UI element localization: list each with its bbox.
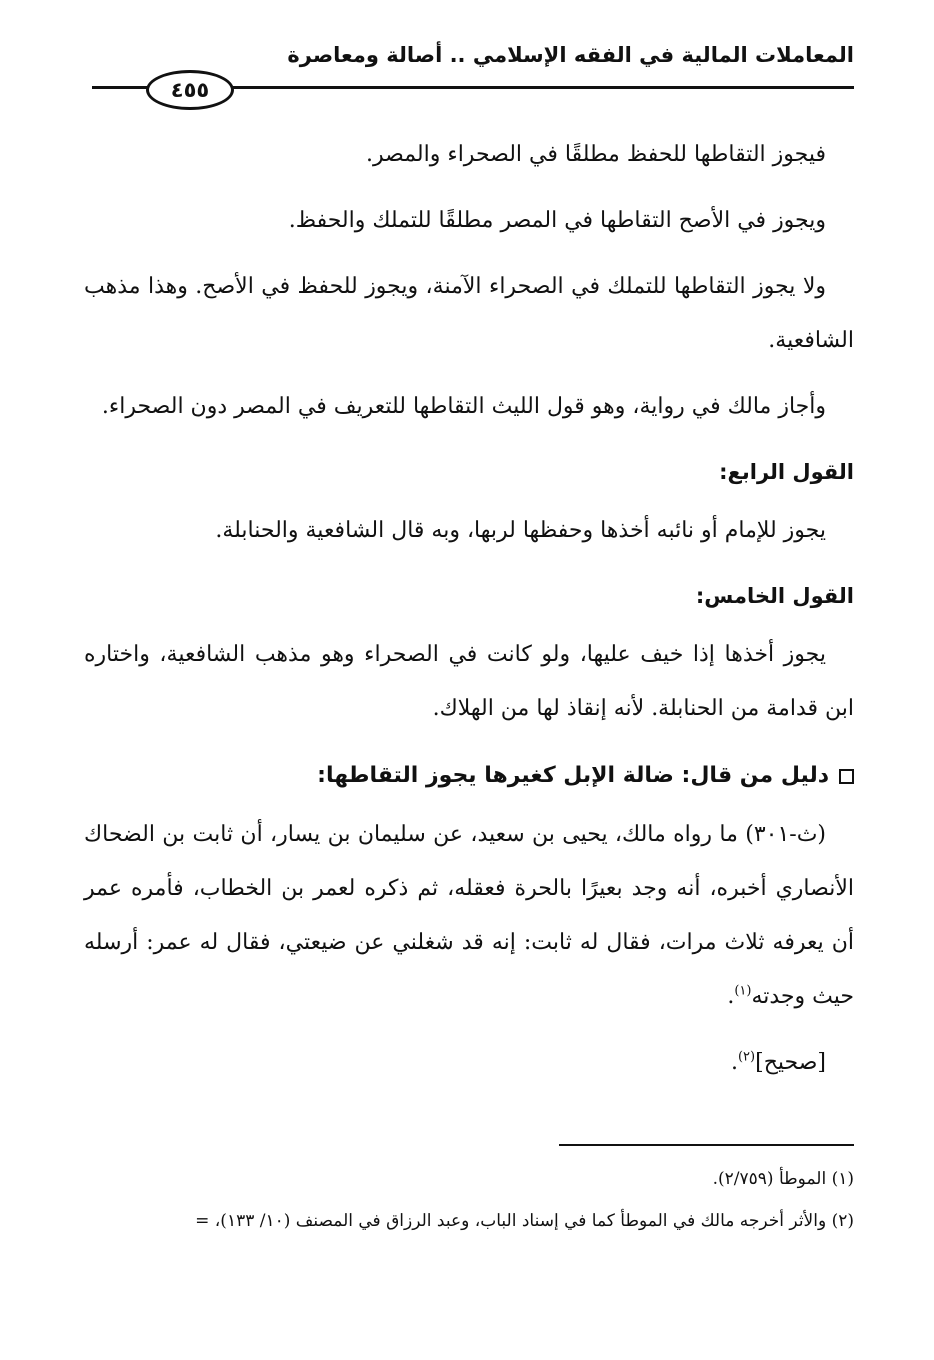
- footnote-2: (٢) والأثر أخرجه مالك في الموطأ كما في إسناد الباب، وعبد الرزاق في المصنف (١٠/ ١٣٣)، =: [195, 1211, 854, 1231]
- paragraph-7: [84, 808, 854, 1024]
- paragraph-3: ولا يجوز التقاطها للتملك في الصحراء الآمنة، ويجوز للحفظ في الأصح. وهذا مذهب الشافعية.: [84, 274, 854, 353]
- paragraph-2: ويجوز في الأصح التقاطها في المصر مطلقًا للتملك والحفظ.: [288, 208, 826, 233]
- heading-fourth-opinion: القول الرابع:: [719, 460, 854, 484]
- running-title: المعاملات المالية في الفقه الإسلامي .. أصالة ومعاصرة: [287, 43, 854, 67]
- footnote-ref-2[interactable]: (٢): [737, 1049, 756, 1065]
- paragraph-7-text: (ث-٣٠١) ما رواه مالك، يحيى بن سعيد، عن سليمان بن يسار، أن ثابت بن الضحاك الأنصاري أخبره، أنه وجد بعيرًا بالحرة فعقله، ثم ذكره لعمر بن الخطاب، فأمره عمر أن يعرفه ثلاث مرات، فقال له ثابت: إنه قد شغلني عن ضيعتي، فقال له عمر: أرسله حيث وجدته: [84, 822, 854, 1009]
- square-bullet-icon: [839, 769, 854, 784]
- section-heading: [84, 748, 854, 804]
- paragraph-1: فيجوز التقاطها للحفظ مطلقًا في الصحراء والمصر.: [365, 142, 826, 167]
- main-text: [84, 128, 854, 1102]
- grade-line: [84, 1036, 854, 1090]
- page-number: ٤٥٥: [146, 70, 234, 110]
- grade-end: .: [730, 1050, 738, 1075]
- paragraph-6: يجوز أخذها إذا خيف عليها، ولو كانت في الصحراء وهو مذهب الشافعية، واختاره ابن قدامة من الحنابلة. لأنه إنقاذ لها من الهلاك.: [84, 642, 854, 721]
- grade-text: [صحيح]: [755, 1050, 826, 1075]
- footnote-1: (١) الموطأ (٢/٧٥٩).: [712, 1169, 854, 1189]
- paragraph-4: وأجاز مالك في رواية، وهو قول الليث التقاطها للتعريف في المصر دون الصحراء.: [101, 394, 826, 419]
- heading-fifth-opinion: القول الخامس:: [695, 584, 854, 608]
- section-heading-text: دليل من قال: ضالة الإبل كغيرها يجوز التقاطها:: [317, 763, 829, 788]
- footnotes: [74, 1158, 854, 1242]
- paragraph-7-end: .: [727, 984, 735, 1009]
- paragraph-5: يجوز للإمام أو نائبه أخذها وحفظها لربها، وبه قال الشافعية والحنابلة.: [215, 518, 826, 543]
- footnote-rule: [559, 1144, 854, 1146]
- footnote-ref-1[interactable]: (١): [734, 983, 752, 999]
